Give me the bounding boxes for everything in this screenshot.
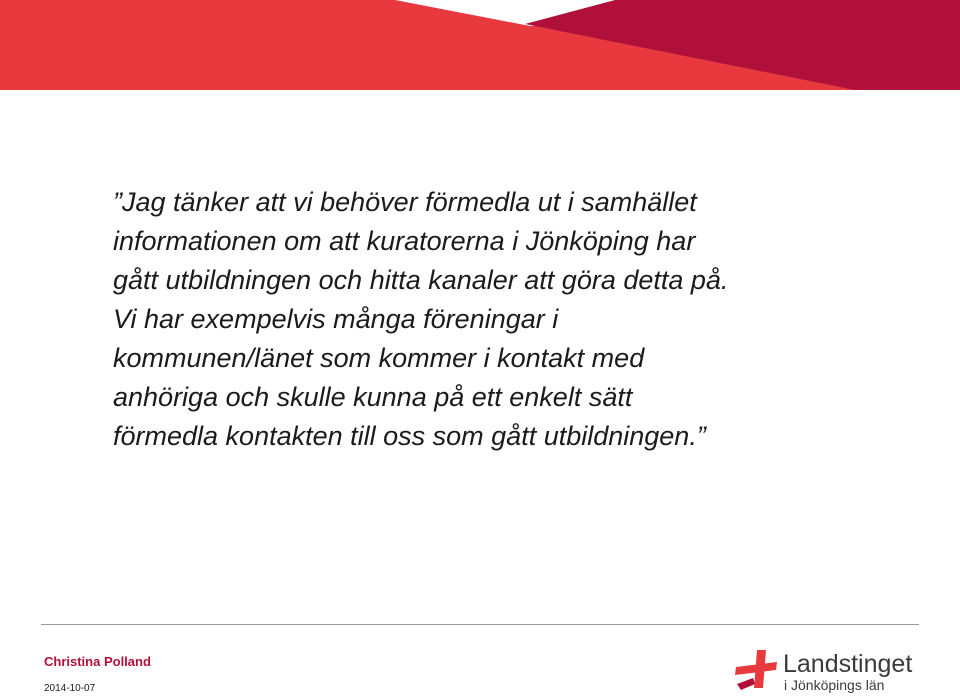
landstinget-logo	[733, 648, 923, 694]
logo-subtitle: i Jönköpings län	[784, 677, 885, 693]
quote-line: förmedla kontakten till oss som gått utbildningen.”	[113, 421, 706, 451]
quote-line: kommunen/länet som kommer i kontakt med	[113, 343, 645, 373]
logo-name: Landstinget	[783, 650, 913, 678]
author-name: Christina Polland	[44, 654, 151, 669]
quote-text	[113, 183, 913, 456]
header-banner	[0, 0, 960, 90]
slide-date: 2014-10-07	[44, 683, 96, 694]
quote-line: gått utbildningen och hitta kanaler att göra detta på.	[113, 265, 729, 295]
quote-line: anhöriga och skulle kunna på ett enkelt sätt	[113, 382, 633, 412]
footer-divider	[41, 624, 919, 625]
quote-line: informationen om att kuratorerna i Jönköping har	[113, 226, 696, 256]
quote-line: Vi har exempelvis många föreningar i	[113, 304, 559, 334]
header-banner-graphic	[0, 0, 960, 90]
quote-line: ”Jag tänker att vi behöver förmedla ut i samhället	[113, 187, 697, 217]
red-cross-logo-icon	[733, 648, 779, 694]
